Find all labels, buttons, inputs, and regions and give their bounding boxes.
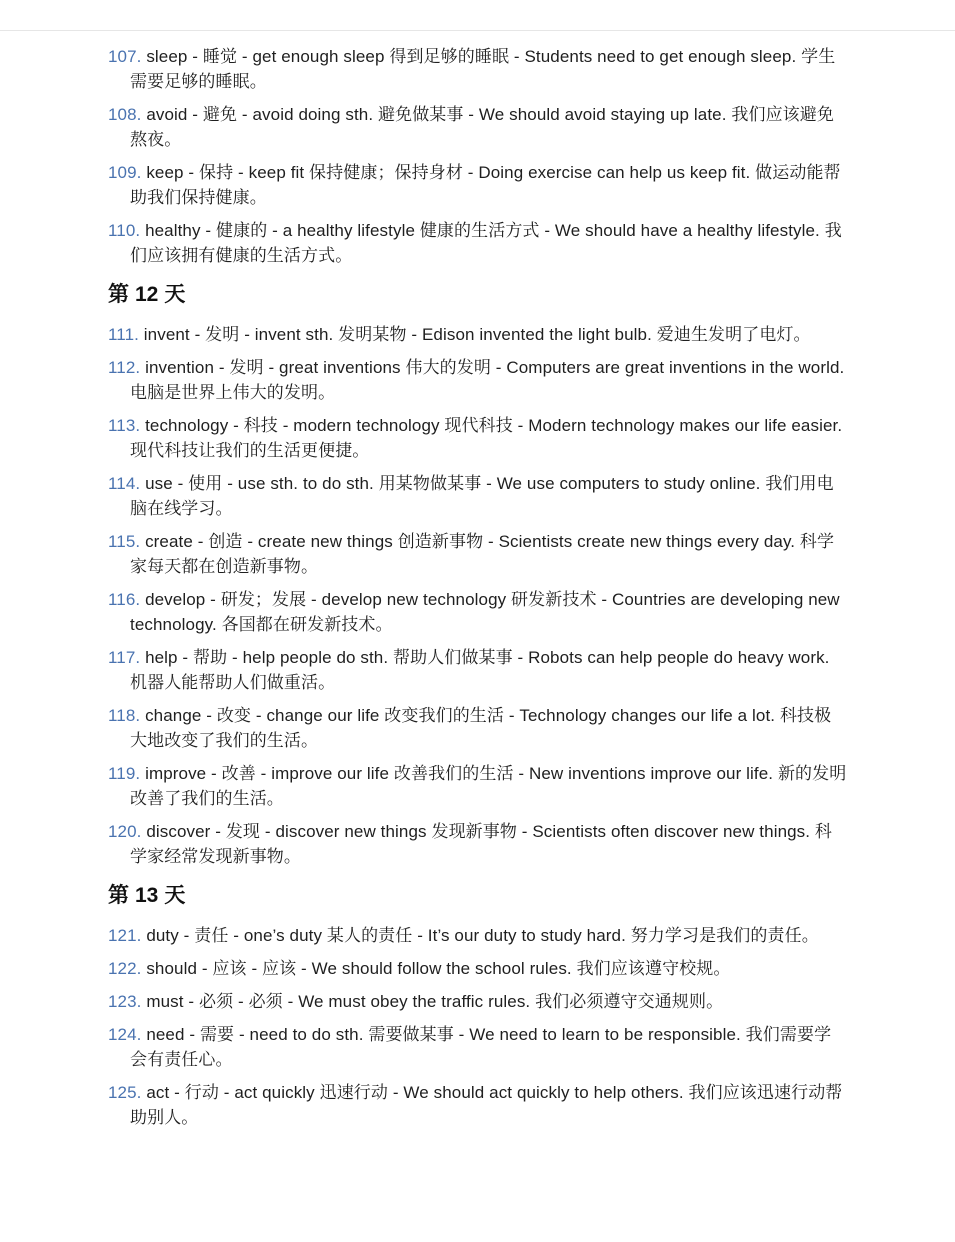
entry-text: discover - 发现 - discover new things 发现新事物 - Scientists often discover new things. 科学家经常发现新事物。: [130, 822, 833, 866]
entry-number: 119.: [108, 764, 141, 783]
vocabulary-list: [108, 44, 848, 1138]
day-heading-prefix: 第: [108, 283, 129, 306]
section-continued: [108, 44, 848, 268]
section-day-13: [108, 883, 848, 1130]
entry-number: 108.: [108, 105, 142, 124]
entry-text: change - 改变 - change our life 改变我们的生活 - Technology changes our life a lot. 科技极大地改变了我们的生活。: [130, 706, 832, 750]
day-heading: [108, 282, 848, 308]
entry-number: 120.: [108, 822, 142, 841]
vocab-entry: [108, 44, 848, 94]
vocab-entry: [108, 471, 848, 521]
entry-number: 118.: [108, 706, 141, 725]
entry-number: 111.: [108, 325, 139, 344]
day-heading-suffix: 天: [164, 884, 186, 907]
entry-text: should - 应该 - 应该 - We should follow the school rules. 我们应该遵守校规。: [146, 959, 731, 978]
vocab-entry: [108, 956, 848, 981]
vocab-entry: [108, 1080, 848, 1130]
entry-number: 116.: [108, 590, 141, 609]
entry-number: 122.: [108, 959, 142, 978]
entry-text: help - 帮助 - help people do sth. 帮助人们做某事 - Robots can help people do heavy work. 机器人能帮助人们做重活。: [130, 648, 830, 692]
vocab-entry: [108, 645, 848, 695]
vocab-entry: [108, 989, 848, 1014]
entry-text: technology - 科技 - modern technology 现代科技 - Modern technology makes our life easier. 现代科技让我们的生活更便捷。: [130, 416, 843, 460]
vocab-entry: [108, 761, 848, 811]
entry-text: act - 行动 - act quickly 迅速行动 - We should act quickly to help others. 我们应该迅速行动帮助别人。: [130, 1083, 843, 1127]
vocab-entry: [108, 1022, 848, 1072]
vocab-entry: [108, 923, 848, 948]
entry-text: need - 需要 - need to do sth. 需要做某事 - We need to learn to be responsible. 我们需要学会有责任心。: [130, 1025, 832, 1069]
entry-text: duty - 责任 - one’s duty 某人的责任 - It’s our duty to study hard. 努力学习是我们的责任。: [146, 926, 819, 945]
day-heading-suffix: 天: [164, 283, 186, 306]
entry-number: 109.: [108, 163, 142, 182]
entry-number: 121.: [108, 926, 142, 945]
entry-number: 113.: [108, 416, 141, 435]
entry-text: use - 使用 - use sth. to do sth. 用某物做某事 - We use computers to study online. 我们用电脑在线学习。: [130, 474, 834, 518]
entry-text: keep - 保持 - keep fit 保持健康；保持身材 - Doing exercise can help us keep fit. 做运动能帮助我们保持健康。: [130, 163, 841, 207]
vocab-entry: [108, 819, 848, 869]
day-heading-prefix: 第: [108, 884, 129, 907]
entry-text: must - 必须 - 必须 - We must obey the traffic rules. 我们必须遵守交通规则。: [146, 992, 724, 1011]
entry-number: 124.: [108, 1025, 142, 1044]
entry-number: 115.: [108, 532, 141, 551]
entry-number: 110.: [108, 221, 141, 240]
entry-text: improve - 改善 - improve our life 改善我们的生活 - New inventions improve our life. 新的发明改善了我们的生活。: [130, 764, 847, 808]
vocab-entry: [108, 703, 848, 753]
entry-text: create - 创造 - create new things 创造新事物 - Scientists create new things every day. 科学家每天都在创造新事物。: [130, 532, 835, 576]
entry-text: invent - 发明 - invent sth. 发明某物 - Edison invented the light bulb. 爱迪生发明了电灯。: [143, 325, 811, 344]
day-heading-number: 12: [135, 283, 159, 306]
entry-number: 117.: [108, 648, 141, 667]
entry-text: avoid - 避免 - avoid doing sth. 避免做某事 - We should avoid staying up late. 我们应该避免熬夜。: [130, 105, 834, 149]
vocab-entry: [108, 413, 848, 463]
entry-text: sleep - 睡觉 - get enough sleep 得到足够的睡眠 - Students need to get enough sleep. 学生需要足够的睡眠。: [130, 47, 836, 91]
entry-number: 107.: [108, 47, 142, 66]
day-heading-number: 13: [135, 884, 159, 907]
top-divider: [0, 30, 955, 31]
vocab-entry: [108, 529, 848, 579]
vocab-entry: [108, 218, 848, 268]
vocab-entry: [108, 102, 848, 152]
vocab-entry: [108, 322, 848, 347]
entry-text: invention - 发明 - great inventions 伟大的发明 - Computers are great inventions in the world. 电脑是世界上伟大的发明。: [130, 358, 845, 402]
section-day-12: [108, 282, 848, 869]
entry-number: 123.: [108, 992, 142, 1011]
entry-text: healthy - 健康的 - a healthy lifestyle 健康的生活方式 - We should have a healthy lifestyle. 我们应该拥有健康的生活方式。: [130, 221, 842, 265]
day-heading: [108, 883, 848, 909]
entry-number: 125.: [108, 1083, 142, 1102]
vocab-entry: [108, 160, 848, 210]
vocab-entry: [108, 355, 848, 405]
vocab-entry: [108, 587, 848, 637]
entry-text: develop - 研发；发展 - develop new technology 研发新技术 - Countries are developing new technology. 各国都在研发新技术。: [130, 590, 840, 634]
entry-number: 114.: [108, 474, 141, 493]
entry-number: 112.: [108, 358, 141, 377]
